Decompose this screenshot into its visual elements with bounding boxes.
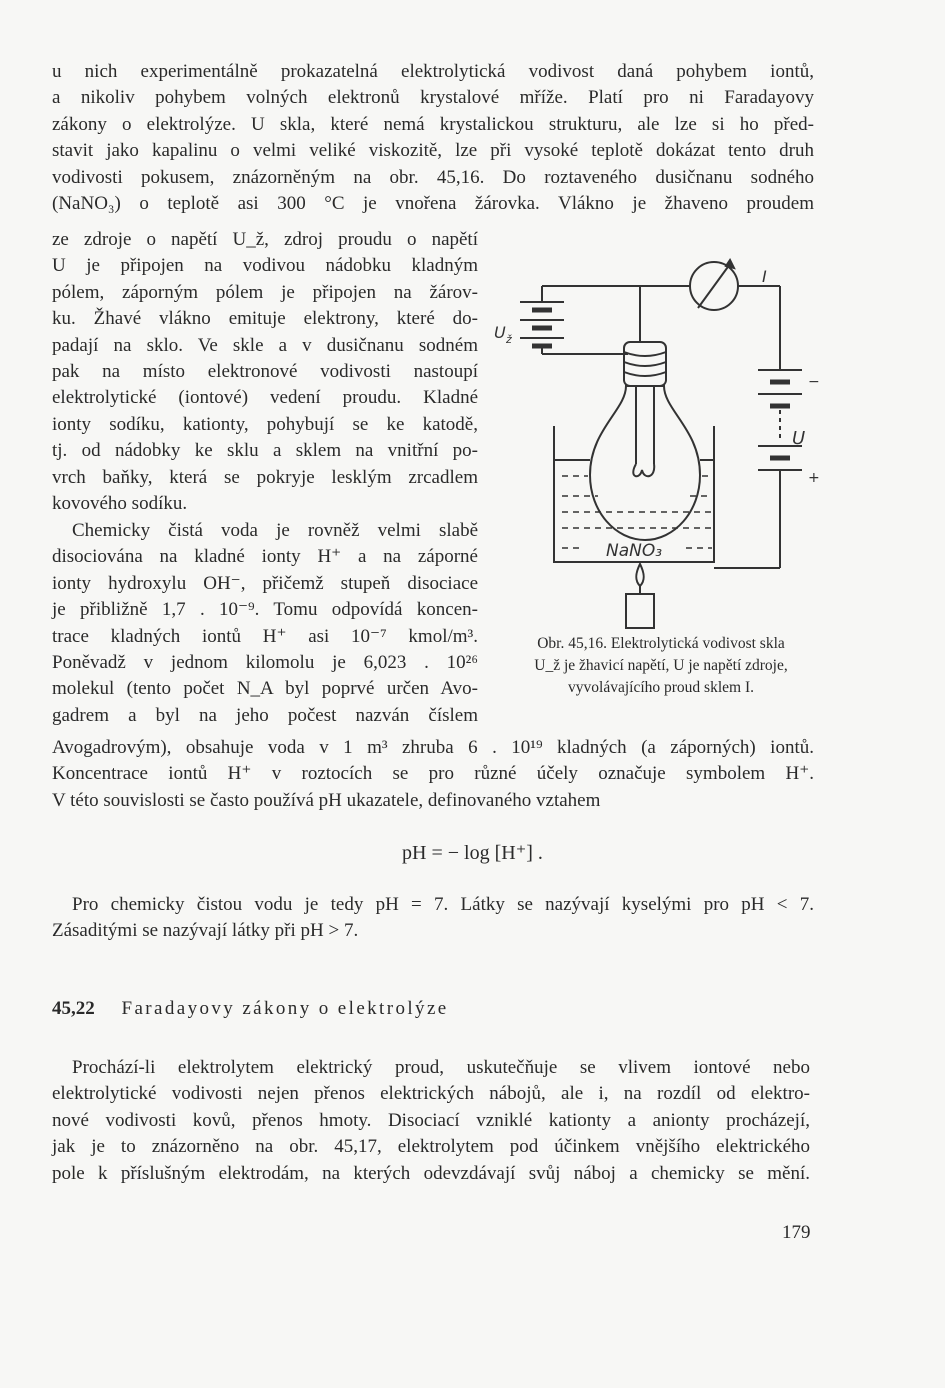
text-line: kovového sodíku. <box>52 493 188 515</box>
caption-line: vyvolávajícího proud sklem I. <box>568 679 754 696</box>
label-plus: + <box>808 470 820 486</box>
label-uz: U <box>494 323 506 342</box>
text-line: je přibližně 1,7 . 10⁻⁹. Tomu odpovídá koncen- <box>52 599 478 621</box>
text-line: Chemicky čistá voda je rovněž velmi slabě <box>72 520 478 541</box>
label-minus: − <box>808 374 820 390</box>
section-title: Faradayovy zákony o elektrolýze <box>121 998 449 1019</box>
bulb-filament-icon <box>633 464 654 476</box>
label-uz-sub: ž <box>506 333 512 346</box>
text-line: ionty sodíku, kationty, pohybují se ke katodě, <box>52 413 478 435</box>
text-line: V této souvislosti se často používá pH ukazatele, definovaného vztahem <box>52 789 601 811</box>
text-line: nové vodivosti kovů, přenos hmoty. Disociací vzniklé kationty a anionty procházejí, <box>52 1109 810 1131</box>
text-line: vodivosti pokusem, znázorněným na obr. 45,16. Do roztaveného dusičnanu sodného <box>52 166 814 188</box>
bulb-thread <box>624 352 666 376</box>
text-line: padají na sklo. Ve skle a v dusičnanu sodném <box>52 334 478 356</box>
text-line: ionty hydroxylu OH⁻, přičemž stupeň disociace <box>52 572 478 594</box>
label-current: I <box>762 267 767 286</box>
text-line: elektrolytické (iontové) vedení proudu. Kladné <box>52 387 478 409</box>
caption-line: U_ž je žhavicí napětí, U je napětí zdroje, <box>534 657 788 674</box>
label-u: U <box>792 428 806 449</box>
text-line: Poněvadž v jednom kilomolu je 6,023 . 10²⁶ <box>52 652 478 674</box>
paragraph-2 <box>52 227 478 517</box>
figure-caption <box>496 633 826 699</box>
text-line: trace kladných iontů H⁺ asi 10⁻⁷ kmol/m³. <box>52 625 478 647</box>
text-line: Koncentrace iontů H⁺ v roztocích se pro různé účely označuje symbolem H⁺. <box>52 763 814 785</box>
figure-45-16-diagram <box>490 250 835 630</box>
paragraph-4 <box>52 735 814 814</box>
text-line: pole k příslušným elektrodám, na kterých odevzdávají svůj náboj a chemicky se mění. <box>52 1162 810 1184</box>
text-line: (NaNO₃) o teplotě asi 300 °C je vnořena žárovka. Vlákno je žhaveno proudem <box>52 193 814 215</box>
text-line: Pro chemicky čistou vodu je tedy pH = 7. Látky se nazývají kyselými pro pH < 7. <box>72 894 814 915</box>
candle-icon <box>626 594 654 628</box>
text-line: U je připojen na vodivou nádobku kladným <box>52 255 478 277</box>
page-number: 179 <box>782 1222 811 1243</box>
caption-line: Obr. 45,16. Elektrolytická vodivost skla <box>537 635 785 652</box>
paragraph-5 <box>52 892 814 945</box>
flame-icon <box>636 564 644 594</box>
text-line: Zásaditými se nazývají látky při pH > 7. <box>52 920 359 942</box>
ammeter-arrow-icon <box>726 260 734 268</box>
label-nano3: NaNO₃ <box>606 541 663 561</box>
paragraph-6 <box>52 1055 810 1187</box>
text-line: Avogadrovým), obsahuje voda v 1 m³ zhruba 6 . 10¹⁹ kladných (a záporných) iontů. <box>52 737 814 758</box>
bulb-icon <box>590 386 700 540</box>
text-line: ku. Žhavé vlákno emituje elektrony, které do- <box>52 308 478 330</box>
text-line: pak na místo elektronové vodivosti nastoupí <box>52 361 478 383</box>
paragraph-1 <box>52 59 814 217</box>
text-line: ze zdroje o napětí U_ž, zdroj proudu o napětí <box>52 229 478 250</box>
section-heading <box>52 998 449 1020</box>
ph-formula: pH = − log [H⁺] . <box>402 842 543 864</box>
text-line: gadrem a byl na jeho počest nazván číslem <box>52 704 478 726</box>
text-line: zákony o elektrolýze. U skla, které nemá krystalickou strukturu, ale lze si ho před- <box>52 113 814 135</box>
ammeter-needle <box>698 264 730 308</box>
text-line: jak je to znázorněno na obr. 45,17, elektrolytem pod účinkem vnějšího elektrického <box>52 1136 810 1158</box>
text-line: stavit jako kapalinu o velmi veliké viskozitě, lze při vysoké teplotě dokázat tento druh <box>52 140 814 162</box>
text-line: Prochází-li elektrolytem elektrický proud, uskutečňuje se vlivem iontové nebo <box>72 1057 810 1078</box>
text-line: molekul (tento počet N_A byl poprvé určen Avo- <box>52 678 478 700</box>
section-number: 45,22 <box>52 998 95 1019</box>
text-line: u nich experimentálně prokazatelná elektrolytická vodivost daná pohybem iontů, <box>52 61 814 82</box>
text-line: pólem, záporným pólem je připojen na žárov- <box>52 281 478 303</box>
text-line: tj. od nádobky ke sklu a sklem na vnitřní po- <box>52 440 478 462</box>
text-line: a nikoliv pohybem volných elektronů krystalové mříže. Platí pro ni Faradayovy <box>52 87 814 109</box>
text-line: elektrolytické vodivosti nejen přenos elektrických nábojů, ale i, na rozdíl od elektro- <box>52 1083 810 1105</box>
text-line: disociována na kladné ionty H⁺ a na záporné <box>52 546 478 568</box>
text-line: vrch baňky, která se pokryje lesklým zrcadlem <box>52 466 478 488</box>
paragraph-3 <box>52 518 478 729</box>
circuit-diagram <box>490 250 835 630</box>
